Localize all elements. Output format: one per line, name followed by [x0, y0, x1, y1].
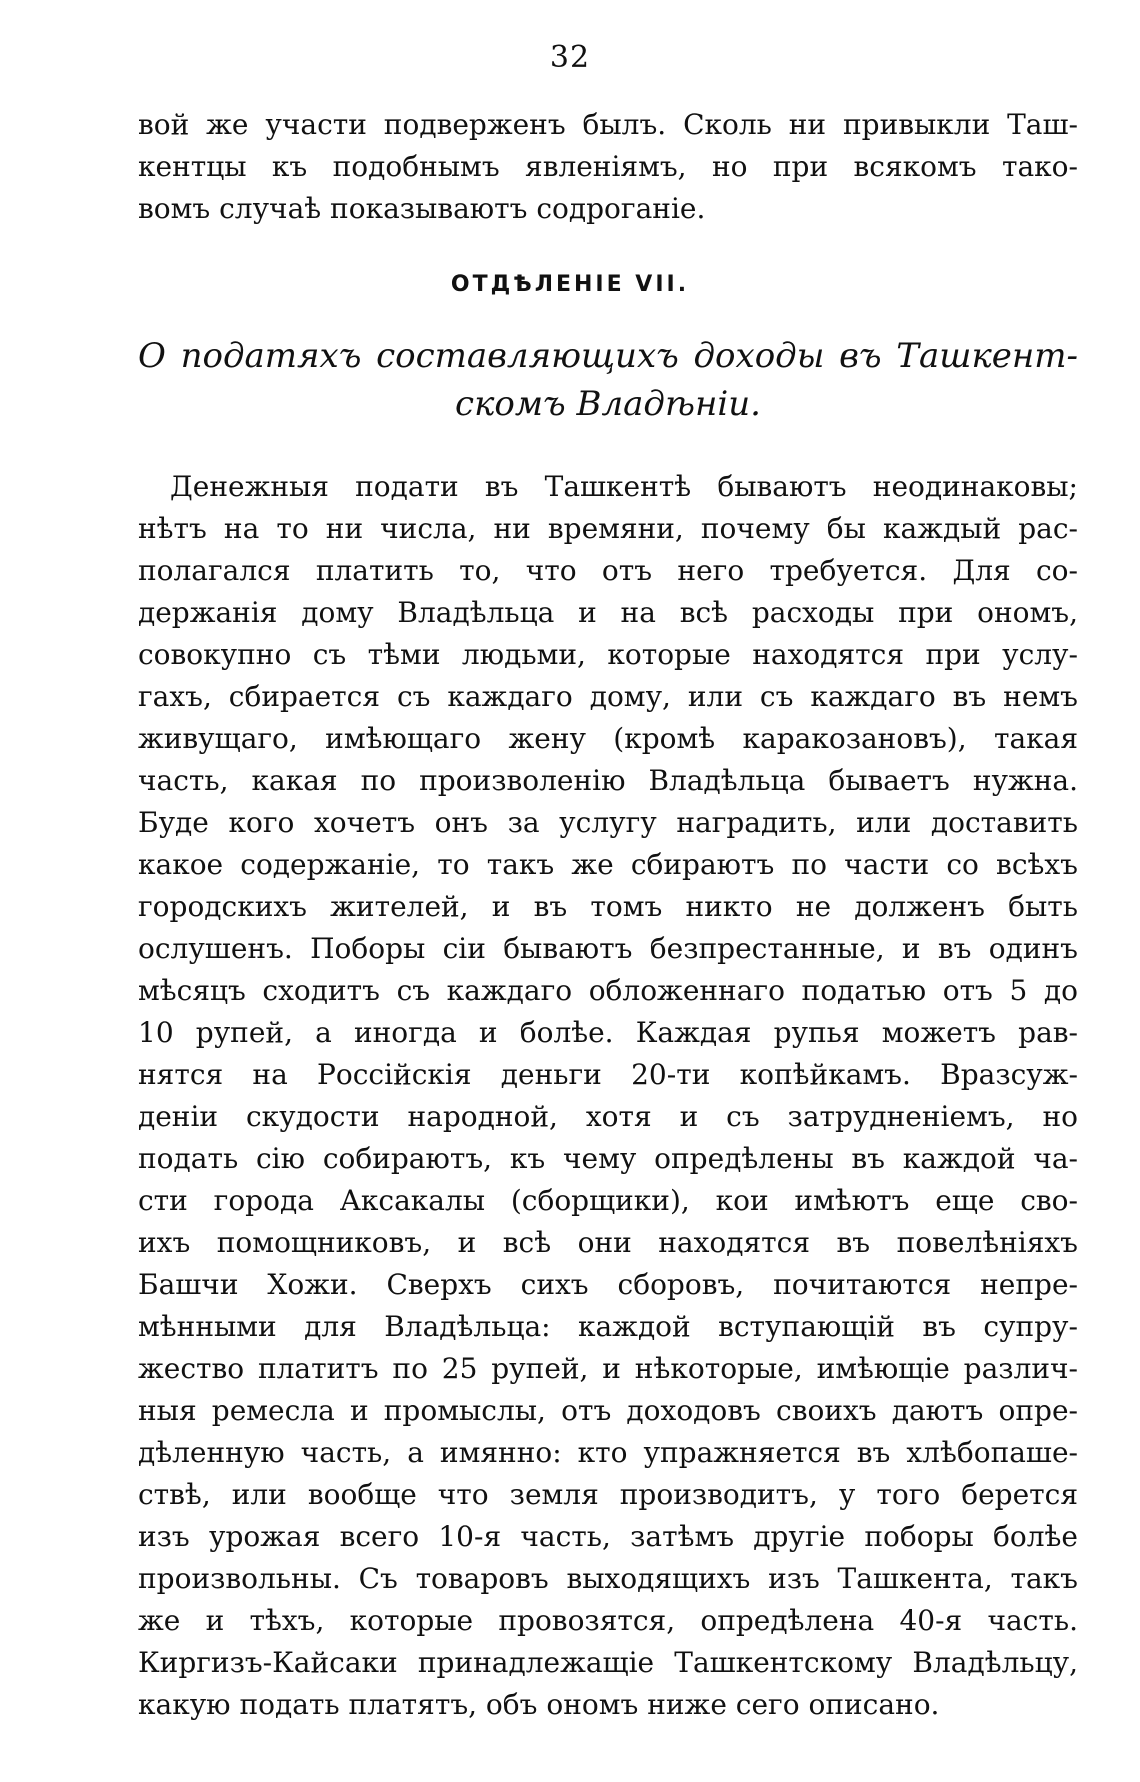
text-line: нятся на Россійскія деньги 20-ти копѣйкамъ. Вразсуж-	[138, 1058, 1078, 1091]
text-line: мѣнными для Владѣльца: каждой вступающій въ супру-	[138, 1310, 1078, 1343]
text-line: ослушенъ. Поборы сіи бываютъ безпрестанные, и въ одинъ	[138, 932, 1078, 965]
text-line: произвольны. Съ товаровъ выходящихъ изъ Ташкента, такъ	[138, 1562, 1078, 1595]
text-line: часть, какая по произволенію Владѣльца бываетъ нужна.	[138, 764, 1078, 797]
text-line: Башчи Хожи. Сверхъ сихъ сборовъ, почитаются непре-	[138, 1268, 1078, 1301]
text-line: мѣсяцъ сходитъ съ каждаго обложеннаго податью отъ 5 до	[138, 974, 1078, 1007]
text-line: городскихъ жителей, и въ томъ никто не долженъ быть	[138, 890, 1078, 923]
text-line: Буде кого хочетъ онъ за услугу наградить, или доставить	[138, 806, 1078, 839]
text-line: вомъ случаѣ показываютъ содроганіе.	[138, 192, 706, 225]
text-line: жество платитъ по 25 рупей, и нѣкоторые, имѣющіе различ-	[138, 1352, 1078, 1385]
text-line: нѣтъ на то ни числа, ни времяни, почему бы каждый рас-	[138, 512, 1078, 545]
text-line: живущаго, имѣющаго жену (кромѣ каракозановъ), такая	[138, 722, 1078, 755]
text-line: же и тѣхъ, которые провозятся, опредѣлена 40-я часть.	[138, 1604, 1078, 1637]
text-line: гахъ, сбирается съ каждаго дому, или съ каждаго въ немъ	[138, 680, 1078, 713]
intro-paragraph	[138, 104, 1078, 230]
title-line: скомъ Владѣніи.	[455, 384, 761, 424]
text-line: сти города Аксакалы (сборщики), кои имѣютъ еще сво-	[138, 1184, 1078, 1217]
text-line: подать сію собираютъ, къ чему опредѣлены въ каждой ча-	[138, 1142, 1078, 1175]
title-line: О податяхъ составляющихъ доходы въ Ташкент-	[138, 336, 1078, 376]
text-line: держанія дому Владѣльца и на всѣ расходы при ономъ,	[138, 596, 1078, 629]
text-line: ихъ помощниковъ, и всѣ они находятся въ повелѣніяхъ	[138, 1226, 1078, 1259]
text-line: ныя ремесла и промыслы, отъ доходовъ своихъ даютъ опре-	[138, 1394, 1078, 1427]
text-line: вой же участи подверженъ былъ. Сколь ни привыкли Таш-	[138, 108, 1078, 141]
body-paragraph	[138, 466, 1078, 1726]
text-line: кентцы къ подобнымъ явленіямъ, но при всякомъ тако-	[138, 150, 1078, 183]
section-title	[138, 332, 1078, 428]
text-line: Киргизъ-Кайсаки принадлежащіе Ташкентскому Владѣльцу,	[138, 1646, 1078, 1679]
text-line: ствѣ, или вообще что земля производитъ, у того берется	[138, 1478, 1078, 1511]
text-line: изъ урожая всего 10-я часть, затѣмъ другіе поборы болѣе	[138, 1520, 1078, 1553]
page-number: 32	[549, 40, 591, 75]
text-line: деніи скудости народной, хотя и съ затрудненіемъ, но	[138, 1100, 1078, 1133]
text-line: Денежныя подати въ Ташкентѣ бываютъ неодинаковы;	[170, 470, 1078, 503]
text-line: дѣленную часть, а имянно: кто упражняется въ хлѣбопаше-	[138, 1436, 1078, 1469]
text-line: какое содержаніе, то такъ же сбираютъ по части со всѣхъ	[138, 848, 1078, 881]
text-line: 10 рупей, а иногда и болѣе. Каждая рупья можетъ рав-	[138, 1016, 1078, 1049]
text-line: совокупно съ тѣми людьми, которые находятся при услу-	[138, 638, 1078, 671]
text-line: полагался платить то, что отъ него требуется. Для со-	[138, 554, 1078, 587]
section-heading: ОТДѢЛЕНІЕ VII.	[450, 272, 690, 297]
text-line: какую подать платятъ, объ ономъ ниже сего описано.	[138, 1688, 940, 1721]
